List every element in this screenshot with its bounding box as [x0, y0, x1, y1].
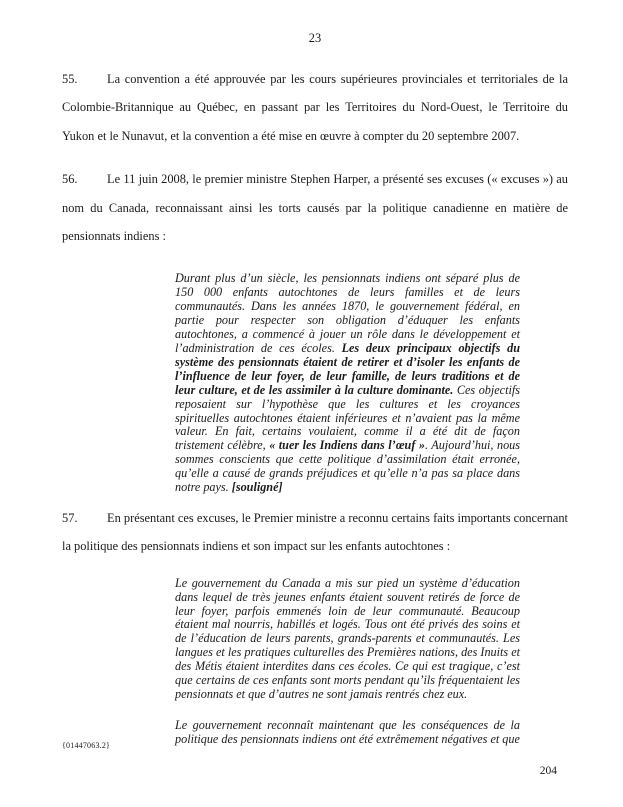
- paragraph-55: [62, 65, 568, 150]
- quote-segment: . Aujourd’hui, nous sommes conscients que cette politique d’assimilation était erronée, qu’elle a causé de grands préjudices et qu’elle n’a pas sa place dans notre pays.: [175, 438, 520, 495]
- quote-segment: Durant plus d’un siècle, les pensionnats indiens ont séparé plus de 150 000 enfants autochtones de leurs familles et de leurs communautés. Dans les années 1870, le gouvernement fédéral, en partie pour respecter son obligation d’éduquer les enfants autochtones, a commencé à jouer un rôle dans le développement et l’administration de ces écoles.: [175, 271, 520, 355]
- block-quote-recognition-2: Le gouvernement reconnaît maintenant que les conséquences de la politique des pensionnats indiens ont été extrêmement négatives et que: [175, 717, 520, 746]
- quote-bold-segment: Les deux principaux objectifs du système des pensionnats étaient de retirer et d’isoler les enfants de l’influence de leur foyer, de leur famille, de leurs traditions et de leur culture, et de les assimiler à la culture dominante.: [175, 340, 520, 397]
- paragraph-57-text: En présentant ces excuses, le Premier ministre a reconnu certains faits importants concernant la politique des pensionnats indiens et son impact sur les enfants autochtones :: [62, 510, 568, 554]
- paragraph-57-number: 57.: [62, 510, 78, 525]
- quote-bold-segment: « tuer les Indiens dans l’œuf »: [269, 438, 425, 453]
- page-number-bottom: 204: [539, 765, 557, 777]
- paragraph-55-text: La convention a été approuvée par les cours supérieures provinciales et territoriales de la Colombie-Britannique au Québec, en passant par les Territoires du Nord-Ouest, le Territoire du Yukon et le Nunavut, et la convention a été mise en œuvre à compter du 20 septembre 2007.: [62, 72, 568, 143]
- block-quote-apology: [175, 272, 520, 495]
- paragraph-57: [62, 504, 568, 561]
- block-quote-recognition-1: Le gouvernement du Canada a mis sur pied un système d’éducation dans lequel de très jeunes enfants étaient souvent retirés de force de leur foyer, parfois emmenés loin de leur communauté. Beaucoup étaient mal nourris, habillés et logés. Tous ont été privés des soins et de l’éducation de leurs parents, grands-parents et communautés. Les langues et les pratiques culturelles des Premières nations, des Inuits et des Métis étaient interdites dans ces écoles. Ce qui est tragique, c’est que certains de ces enfants sont morts pendant qu’ils fréquentaient les pensionnats et que d’autres ne sont jamais rentrés chez eux.: [175, 575, 520, 701]
- document-reference-number: {01447063.2}: [62, 741, 111, 750]
- page-number-top: 23: [308, 31, 322, 45]
- paragraph-56: [62, 165, 568, 250]
- paragraph-56-text: Le 11 juin 2008, le premier ministre Stephen Harper, a présenté ses excuses (« excuses ») au nom du Canada, reconnaissant ainsi les torts causés par la politique canadienne en matière de pensionnats indiens :: [62, 172, 568, 244]
- quote-bold-segment: [souligné]: [231, 480, 283, 495]
- paragraph-56-number: 56.: [62, 172, 78, 187]
- paragraph-55-number: 55.: [62, 72, 78, 86]
- quote-segment: Ces objectifs reposaient sur l’hypothèse que les cultures et les croyances spirituelles autochtones étaient inférieures et n’avaient pas la même valeur. En fait, certains voulaient, comme il a été dit de façon tristement célèbre,: [175, 382, 520, 453]
